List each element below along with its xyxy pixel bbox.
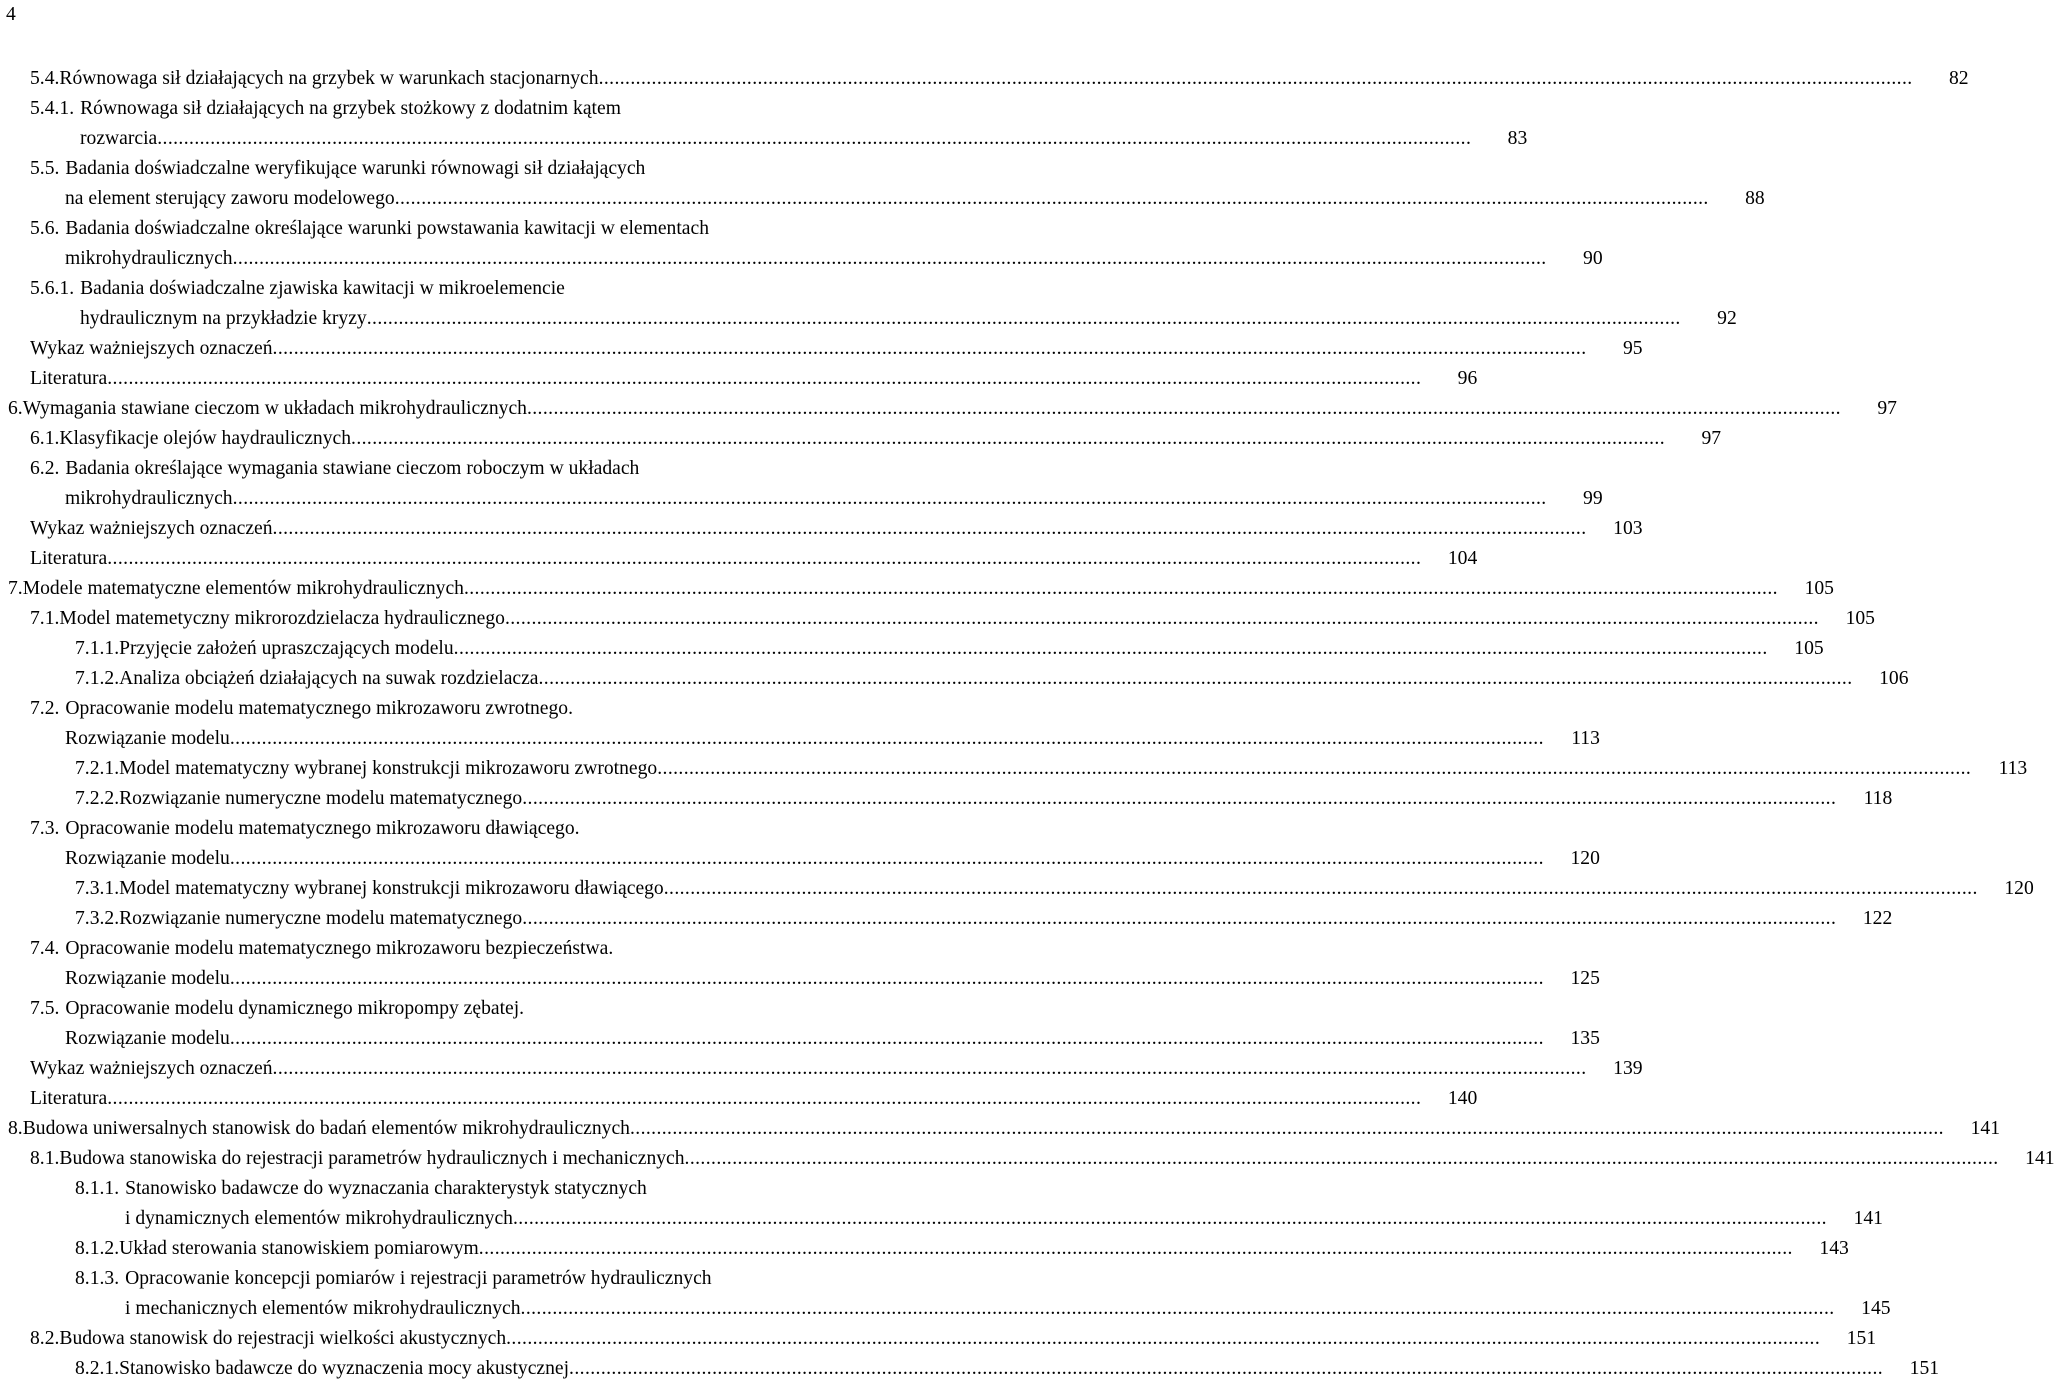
toc-entry-page: 141 (2025, 1148, 2055, 1169)
toc-entry-number: 5.4.1. (30, 98, 75, 119)
toc-entry-page: 90 (1583, 248, 1603, 269)
dot-leader (157, 124, 1471, 154)
toc-entry-number: 7. (8, 578, 23, 599)
toc-entry-page: 113 (1998, 758, 2028, 779)
toc-entry (0, 1234, 1849, 1264)
toc-entry-page: 141 (1970, 1118, 2000, 1139)
toc-entry (0, 1174, 1883, 1234)
toc-entry (0, 1354, 1940, 1384)
toc-entry-title: Badania doświadczalne zjawiska kawitacji w mikroelemencie (80, 278, 565, 299)
toc-entry-number: 5.5. (30, 158, 60, 179)
dot-leader (522, 784, 1836, 814)
toc-entry-title: Wykaz ważniejszych oznaczeń (30, 1058, 273, 1079)
toc-entry-number: 7.2.2. (75, 788, 120, 809)
toc-entry (0, 544, 1478, 574)
toc-entry-page: 143 (1819, 1238, 1849, 1259)
toc-entry-title: Badania doświadczalne określające warunki powstawania kawitacji w elementach (65, 218, 709, 239)
dot-leader (273, 1054, 1587, 1084)
toc-entry (0, 664, 1909, 694)
dot-leader (273, 334, 1587, 364)
toc-entry-page: 83 (1507, 128, 1528, 149)
toc-entry (0, 1264, 1891, 1324)
toc-entry-number: 7.5. (30, 998, 60, 1019)
dot-leader (233, 484, 1547, 514)
dot-leader (522, 904, 1836, 934)
toc-entry-title: Model matemetyczny mikrorozdzielacza hydraulicznego (59, 608, 505, 629)
dot-leader (233, 244, 1547, 274)
dot-leader (513, 1204, 1827, 1234)
toc-entry-title: Literatura (30, 1088, 108, 1109)
dot-leader (230, 844, 1544, 874)
toc-entry (0, 364, 1478, 394)
dot-leader (367, 304, 1681, 334)
page-number: 4 (6, 4, 16, 25)
toc-entry-title: Klasyfikacje olejów haydraulicznych (59, 428, 352, 449)
toc-entry-title-continued: i dynamicznych elementów mikrohydraulicznych (125, 1208, 513, 1229)
dot-leader (521, 1294, 1835, 1324)
toc-entry-number: 5.4. (30, 68, 60, 89)
toc-entry-title-continued: hydraulicznym na przykładzie kryzy (80, 308, 367, 329)
toc-entry-page: 120 (2004, 878, 2034, 899)
toc-entry-number: 8.1.3. (75, 1268, 120, 1289)
toc-entry-page: 140 (1447, 1088, 1478, 1109)
toc-entry-page: 145 (1861, 1298, 1891, 1319)
toc-entry-number: 5.6.1. (30, 278, 75, 299)
toc-entry-title-continued: Rozwiązanie modelu (65, 848, 230, 869)
toc-entry-number: 8.1.1. (75, 1178, 120, 1199)
toc-entry-title-continued: mikrohydraulicznych (65, 248, 233, 269)
toc-entry (0, 274, 1737, 334)
toc-entry-title: Równowaga sił działających na grzybek stożkowy z dodatnim kątem (80, 98, 621, 119)
toc-entry-title: Model matematyczny wybranej konstrukcji mikrozaworu zwrotnego (119, 758, 658, 779)
toc-entry (0, 574, 1834, 604)
toc-entry-title: Literatura (30, 368, 108, 389)
toc-entry-page: 105 (1845, 608, 1875, 629)
dot-leader (107, 364, 1421, 394)
toc-entry-number: 7.2.1. (75, 758, 120, 779)
dot-leader (630, 1114, 1944, 1144)
dot-leader (107, 1084, 1421, 1114)
toc-entry-title: Modele matematyczne elementów mikrohydraulicznych (22, 578, 464, 599)
dot-leader (599, 64, 1913, 94)
dot-leader (230, 1024, 1544, 1054)
dot-leader (273, 514, 1587, 544)
toc-entry-title-continued: rozwarcia (80, 128, 158, 149)
toc-entry (0, 934, 1600, 994)
toc-entry-title: Stanowisko badawcze do wyznaczenia mocy akustycznej (119, 1358, 570, 1379)
toc-entry (0, 874, 2034, 904)
toc-entry-title: Model matematyczny wybranej konstrukcji mikrozaworu dławiącego (119, 878, 664, 899)
toc-entry-title: Opracowanie modelu matematycznego mikrozaworu bezpieczeństwa. (65, 938, 614, 959)
toc-entry-title: Opracowanie modelu dynamicznego mikropompy zębatej. (65, 998, 525, 1019)
toc-entry (0, 994, 1600, 1054)
toc-entry-number: 7.4. (30, 938, 60, 959)
toc-entry-title-continued: i mechanicznych elementów mikrohydraulicznych (125, 1298, 521, 1319)
toc-entry-number: 7.1.2. (75, 668, 120, 689)
toc-entry-number: 8.1. (30, 1148, 60, 1169)
toc-entry-title-continued: na element sterujący zaworu modelowego (65, 188, 395, 209)
toc-entry-page: 118 (1863, 788, 1893, 809)
toc-entry-number: 7.3.1. (75, 878, 120, 899)
toc-entry (0, 394, 1897, 424)
toc-entry-number: 6.1. (30, 428, 60, 449)
toc-entry-number: 7.2. (30, 698, 60, 719)
toc-entry (0, 334, 1643, 364)
dot-leader (107, 544, 1421, 574)
table-of-contents (0, 64, 2055, 1384)
toc-entry-number: 6. (8, 398, 23, 419)
dot-leader (664, 874, 1978, 904)
toc-entry-number: 7.1.1. (75, 638, 120, 659)
dot-leader (569, 1354, 1883, 1384)
toc-entry-page: 88 (1745, 188, 1765, 209)
toc-entry-title: Opracowanie koncepcji pomiarów i rejestracji parametrów hydraulicznych (125, 1268, 712, 1289)
dot-leader (351, 424, 1665, 454)
toc-entry-title-continued: mikrohydraulicznych (65, 488, 233, 509)
toc-entry (0, 1054, 1643, 1084)
toc-entry-page: 97 (1877, 398, 1897, 419)
toc-entry-title: Stanowisko badawcze do wyznaczania charakterystyk statycznych (125, 1178, 647, 1199)
toc-entry-title: Badania doświadczalne weryfikujące warunki równowagi sił działających (65, 158, 646, 179)
toc-entry-page: 104 (1447, 548, 1478, 569)
toc-entry (0, 1114, 2000, 1144)
toc-entry-page: 105 (1794, 638, 1824, 659)
toc-entry-number: 6.2. (30, 458, 60, 479)
toc-entry-title: Wymagania stawiane cieczom w układach mikrohydraulicznych (22, 398, 527, 419)
toc-entry-page: 96 (1457, 368, 1478, 389)
toc-entry-title-continued: Rozwiązanie modelu (65, 1028, 230, 1049)
dot-leader (657, 754, 1971, 784)
dot-leader (230, 724, 1544, 754)
toc-entry-title: Literatura (30, 548, 108, 569)
toc-entry (0, 1324, 1877, 1354)
toc-entry-number: 8. (8, 1118, 23, 1139)
toc-entry-page: 139 (1613, 1058, 1643, 1079)
toc-entry (0, 814, 1600, 874)
toc-entry-title: Budowa stanowisk do rejestracji wielkości akustycznych (59, 1328, 507, 1349)
toc-entry-page: 151 (1909, 1358, 1940, 1379)
toc-entry (0, 154, 1765, 214)
toc-entry-number: 7.1. (30, 608, 60, 629)
toc-entry (0, 424, 1722, 454)
toc-entry-number: 8.1.2. (75, 1238, 120, 1259)
toc-entry-title: Przyjęcie założeń upraszczających modelu (119, 638, 454, 659)
dot-leader (395, 184, 1709, 214)
toc-entry-title: Wykaz ważniejszych oznaczeń (30, 518, 273, 539)
toc-entry (0, 904, 1893, 934)
toc-entry (0, 214, 1603, 274)
toc-entry-title: Opracowanie modelu matematycznego mikrozaworu dławiącego. (65, 818, 580, 839)
toc-entry (0, 634, 1824, 664)
toc-entry (0, 454, 1603, 514)
toc-entry-number: 8.2.1. (75, 1358, 120, 1379)
toc-entry (0, 64, 1969, 94)
toc-entry (0, 784, 1893, 814)
dot-leader (479, 1234, 1793, 1264)
toc-entry (0, 604, 1875, 634)
toc-entry-title: Badania określające wymagania stawiane cieczom roboczym w układach (65, 458, 640, 479)
toc-entry-page: 141 (1853, 1208, 1883, 1229)
toc-entry (0, 514, 1643, 544)
dot-leader (454, 634, 1768, 664)
toc-entry-page: 99 (1583, 488, 1603, 509)
toc-entry-number: 7.3.2. (75, 908, 120, 929)
toc-entry (0, 94, 1528, 154)
toc-entry-page: 135 (1570, 1028, 1600, 1049)
toc-entry-page: 113 (1571, 728, 1600, 749)
toc-entry (0, 1144, 2055, 1174)
toc-entry-page: 92 (1717, 308, 1737, 329)
dot-leader (464, 574, 1778, 604)
toc-entry-page: 125 (1570, 968, 1600, 989)
dot-leader (506, 1324, 1820, 1354)
toc-entry-title: Rozwiązanie numeryczne modelu matematycznego (119, 788, 523, 809)
toc-entry-title: Rozwiązanie numeryczne modelu matematycznego (119, 908, 523, 929)
toc-entry-title: Opracowanie modelu matematycznego mikrozaworu zwrotnego. (65, 698, 574, 719)
toc-entry-title: Budowa uniwersalnych stanowisk do badań elementów mikrohydraulicznych (22, 1118, 630, 1139)
dot-leader (230, 964, 1544, 994)
toc-entry (0, 1084, 1478, 1114)
toc-entry-page: 106 (1879, 668, 1909, 689)
toc-entry-number: 7.3. (30, 818, 60, 839)
toc-entry-number: 8.2. (30, 1328, 60, 1349)
toc-entry-page: 95 (1622, 338, 1643, 359)
dot-leader (685, 1144, 1999, 1174)
dot-leader (538, 664, 1852, 694)
toc-entry-page: 122 (1862, 908, 1893, 929)
toc-entry-title-continued: Rozwiązanie modelu (65, 728, 230, 749)
toc-entry-page: 82 (1948, 68, 1969, 89)
toc-entry-page: 97 (1701, 428, 1722, 449)
toc-entry-page: 103 (1613, 518, 1643, 539)
toc-entry-number: 5.6. (30, 218, 60, 239)
toc-entry-title: Budowa stanowiska do rejestracji parametrów hydraulicznych i mechanicznych (59, 1148, 685, 1169)
toc-entry-page: 151 (1846, 1328, 1877, 1349)
toc-entry (0, 694, 1600, 754)
toc-entry-page: 105 (1804, 578, 1834, 599)
toc-entry-title: Układ sterowania stanowiskiem pomiarowym (119, 1238, 479, 1259)
dot-leader (527, 394, 1841, 424)
toc-entry-title-continued: Rozwiązanie modelu (65, 968, 230, 989)
dot-leader (505, 604, 1819, 634)
toc-entry-page: 120 (1570, 848, 1600, 869)
toc-entry-title: Równowaga sił działających na grzybek w warunkach stacjonarnych (59, 68, 599, 89)
toc-entry (0, 754, 2028, 784)
toc-entry-title: Analiza obciążeń działających na suwak rozdzielacza (119, 668, 539, 689)
toc-entry-title: Wykaz ważniejszych oznaczeń (30, 338, 273, 359)
